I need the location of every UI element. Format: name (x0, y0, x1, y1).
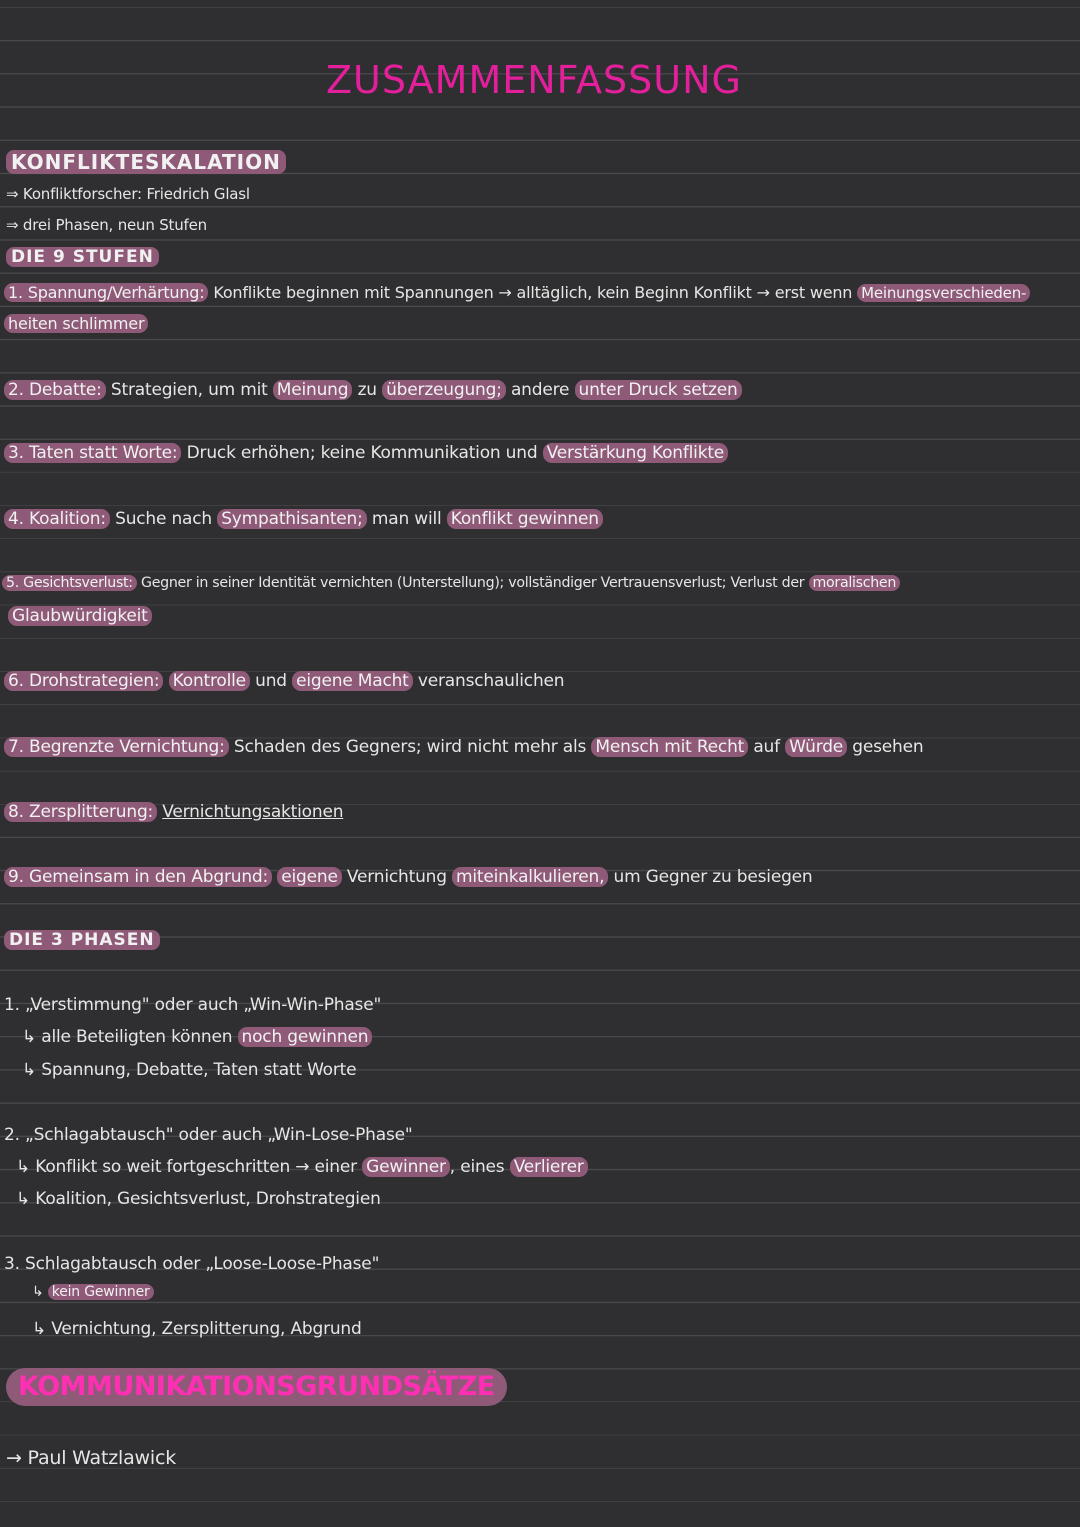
stufe-3: 3. Taten statt Worte: Druck erhöhen; keine Kommunikation und Verstärkung Konflikte (4, 443, 728, 463)
stufe-1-text: Konflikte beginnen mit Spannungen → alltäglich, kein Beginn Konflikt → erst wenn (213, 283, 853, 302)
section-heading-konflikteskalation: KONFLIKTESKALATION (6, 150, 286, 174)
stufe-9: 9. Gemeinsam in den Abgrund: eigene Vernichtung miteinkalkulieren, um Gegner zu besiegen (4, 867, 813, 887)
stufe-1-label: 1. Spannung/Verhärtung: (4, 283, 208, 302)
stufe-8: 8. Zersplitterung: Vernichtungsaktionen (4, 802, 343, 822)
stufe-5-continued: Glaubwürdigkeit (8, 606, 152, 626)
stufe-1-highlight: Meinungsverschieden- (857, 284, 1030, 302)
stufe-1-continued: heiten schlimmer (4, 314, 148, 333)
stufe-5-label: 5. Gesichtsverlust: (2, 575, 137, 591)
phase-3-sub-1: ↳ kein Gewinner (32, 1284, 154, 1300)
stufe-3-label: 3. Taten statt Worte: (4, 443, 181, 463)
stufe-4-label: 4. Koalition: (4, 509, 110, 529)
phase-1-sub-2: ↳ Spannung, Debatte, Taten statt Worte (22, 1060, 357, 1080)
phase-2-sub-2: ↳ Koalition, Gesichtsverlust, Drohstrategien (16, 1189, 381, 1209)
stufe-6: 6. Drohstrategien: Kontrolle und eigene Macht veranschaulichen (4, 671, 564, 691)
phase-1-sub-1: ↳ alle Beteiligten können noch gewinnen (22, 1027, 372, 1047)
stufe-8-label: 8. Zersplitterung: (4, 802, 157, 822)
phase-3-sub-2: ↳ Vernichtung, Zersplitterung, Abgrund (32, 1319, 362, 1339)
stufe-1 (4, 283, 1030, 302)
stufe-5: 5. Gesichtsverlust: Gegner in seiner Identität vernichten (Unterstellung); vollständiger Vertrauensverlust; Verlust der moralischen (2, 575, 900, 591)
note-paul-watzlawick: → Paul Watzlawick (6, 1447, 176, 1469)
stufe-6-label: 6. Drohstrategien: (4, 671, 163, 691)
section-heading-9-stufen: DIE 9 STUFEN (6, 247, 159, 267)
stufe-7: 7. Begrenzte Vernichtung: Schaden des Gegners; wird nicht mehr als Mensch mit Recht auf Würde gesehen (4, 737, 923, 757)
stufe-9-label: 9. Gemeinsam in den Abgrund: (4, 867, 272, 887)
section-heading-3-phasen: DIE 3 PHASEN (4, 930, 160, 950)
page-title: ZUSAMMENFASSUNG (326, 58, 742, 102)
phase-3-title: 3. Schlagabtausch oder „Loose-Loose-Phase" (4, 1254, 380, 1274)
phase-1-title: 1. „Verstimmung" oder auch „Win-Win-Phase" (4, 995, 382, 1015)
phase-2-title: 2. „Schlagabtausch" oder auch „Win-Lose-Phase" (4, 1125, 413, 1145)
stufe-7-label: 7. Begrenzte Vernichtung: (4, 737, 229, 757)
section-heading-kommunikationsgrundsaetze: KOMMUNIKATIONSGRUNDSÄTZE (6, 1368, 507, 1406)
stufe-2: 2. Debatte: Strategien, um mit Meinung zu überzeugung; andere unter Druck setzen (4, 380, 742, 400)
stufe-2-label: 2. Debatte: (4, 380, 106, 400)
note-konfliktforscher: ⇒ Konfliktforscher: Friedrich Glasl (6, 185, 250, 203)
stufe-4: 4. Koalition: Suche nach Sympathisanten; man will Konflikt gewinnen (4, 509, 603, 529)
note-drei-phasen: ⇒ drei Phasen, neun Stufen (6, 216, 207, 234)
phase-2-sub-1: ↳ Konflikt so weit fortgeschritten → einer Gewinner , eines Verlierer (16, 1157, 588, 1177)
